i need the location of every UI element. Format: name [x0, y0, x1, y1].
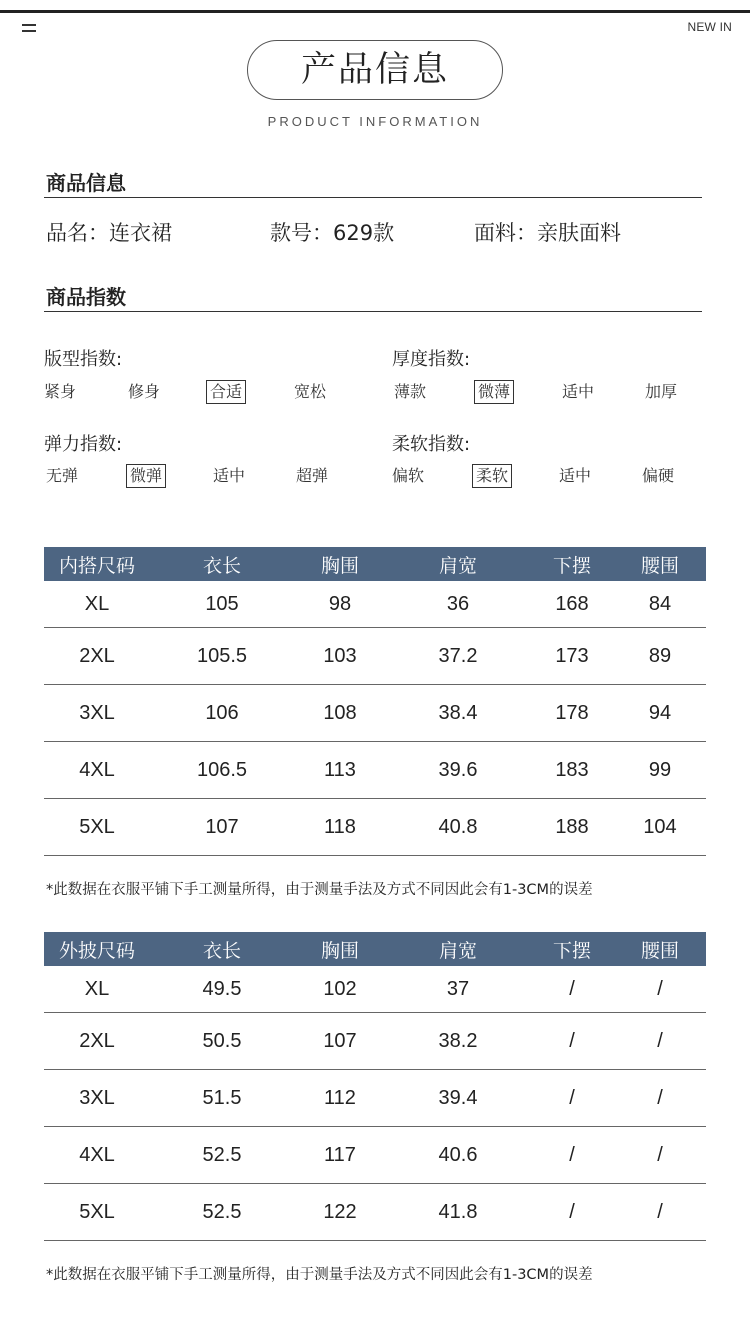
thickness-option: 适中: [562, 382, 595, 401]
page-subtitle: PRODUCT INFORMATION: [267, 114, 483, 129]
table-header-cell: 下摆: [530, 932, 614, 966]
thickness-index-label: 厚度指数:: [392, 349, 471, 370]
table-cell: 105: [150, 581, 294, 628]
table-cell: 40.6: [386, 1127, 530, 1184]
table-header-cell: 内搭尺码: [44, 547, 150, 581]
measurement-note: *此数据在衣服平铺下手工测量所得，由于测量手法及方式不同因此会有1-3CM的误差: [46, 1267, 593, 1283]
softness-option: 适中: [559, 466, 592, 485]
table-cell: 52.5: [150, 1127, 294, 1184]
table-cell: 41.8: [386, 1184, 530, 1241]
table-cell: 104: [614, 799, 706, 856]
table-cell: 3XL: [44, 685, 150, 742]
table-row: [44, 1013, 706, 1070]
table-cell: 105.5: [150, 628, 294, 685]
table-cell: /: [614, 1127, 706, 1184]
table-header-cell: 外披尺码: [44, 932, 150, 966]
table-cell: /: [614, 1184, 706, 1241]
table-cell: 183: [530, 742, 614, 799]
table-cell: 2XL: [44, 1013, 150, 1070]
table-header-cell: 肩宽: [386, 547, 530, 581]
table-cell: 52.5: [150, 1184, 294, 1241]
table-cell: 49.5: [150, 966, 294, 1013]
table-cell: /: [614, 1013, 706, 1070]
table-header-cell: 衣长: [150, 547, 294, 581]
table-cell: 39.6: [386, 742, 530, 799]
table-cell: 89: [614, 628, 706, 685]
table-cell: 39.4: [386, 1070, 530, 1127]
fabric: 面料：亲肤面料: [474, 221, 621, 245]
product-info-heading: 商品信息: [46, 171, 126, 195]
table-row: [44, 581, 706, 628]
section-divider: [44, 311, 702, 312]
thickness-option: 薄款: [394, 382, 427, 401]
table-cell: 84: [614, 581, 706, 628]
elasticity-option: 适中: [213, 466, 246, 485]
table-cell: 188: [530, 799, 614, 856]
table-cell: 38.4: [386, 685, 530, 742]
thickness-option-selected: 微薄: [474, 380, 514, 404]
table-header-cell: 腰围: [614, 547, 706, 581]
table-cell: /: [530, 1070, 614, 1127]
table-row: [44, 628, 706, 685]
table-cell: 178: [530, 685, 614, 742]
table-cell: 106: [150, 685, 294, 742]
table-cell: XL: [44, 581, 150, 628]
table-cell: 37.2: [386, 628, 530, 685]
table-cell: 4XL: [44, 742, 150, 799]
table-cell: 99: [614, 742, 706, 799]
softness-option: 偏软: [392, 466, 425, 485]
product-name: 品名：连衣裙: [46, 221, 172, 245]
fit-option-selected: 合适: [206, 380, 246, 404]
outer-size-table: [44, 932, 706, 1241]
table-cell: 4XL: [44, 1127, 150, 1184]
table-cell: /: [530, 1184, 614, 1241]
fit-index-label: 版型指数:: [44, 349, 123, 370]
new-in-link[interactable]: NEW IN: [687, 20, 732, 34]
table-header-cell: 衣长: [150, 932, 294, 966]
table-row: [44, 1070, 706, 1127]
table-cell: /: [614, 966, 706, 1013]
table-cell: 103: [294, 628, 386, 685]
table-cell: 107: [294, 1013, 386, 1070]
table-cell: 51.5: [150, 1070, 294, 1127]
elasticity-option-selected: 微弹: [126, 464, 166, 488]
softness-option-selected: 柔软: [472, 464, 512, 488]
section-divider: [44, 197, 702, 198]
measurement-note: *此数据在衣服平铺下手工测量所得，由于测量手法及方式不同因此会有1-3CM的误差: [46, 882, 593, 898]
table-cell: 113: [294, 742, 386, 799]
table-cell: /: [530, 1013, 614, 1070]
table-cell: 122: [294, 1184, 386, 1241]
elasticity-option: 超弹: [296, 466, 329, 485]
table-row: [44, 1184, 706, 1241]
table-header-cell: 下摆: [530, 547, 614, 581]
thickness-option: 加厚: [645, 382, 678, 401]
table-cell: 36: [386, 581, 530, 628]
table-row: [44, 742, 706, 799]
table-cell: 107: [150, 799, 294, 856]
indices-heading: 商品指数: [46, 285, 126, 309]
table-header-row: [44, 932, 706, 966]
inner-size-table: [44, 547, 706, 856]
table-cell: /: [530, 966, 614, 1013]
table-header-cell: 胸围: [294, 547, 386, 581]
fit-option: 宽松: [294, 382, 327, 401]
table-cell: 117: [294, 1127, 386, 1184]
table-header-cell: 肩宽: [386, 932, 530, 966]
style-number: 款号：629款: [270, 221, 395, 245]
table-cell: 98: [294, 581, 386, 628]
table-cell: 38.2: [386, 1013, 530, 1070]
table-cell: 3XL: [44, 1070, 150, 1127]
table-cell: /: [614, 1070, 706, 1127]
table-cell: 112: [294, 1070, 386, 1127]
softness-index-label: 柔软指数:: [392, 434, 471, 455]
softness-option: 偏硬: [642, 466, 675, 485]
table-cell: /: [530, 1127, 614, 1184]
table-cell: 108: [294, 685, 386, 742]
table-row: [44, 685, 706, 742]
table-cell: 118: [294, 799, 386, 856]
table-cell: 2XL: [44, 628, 150, 685]
table-row: [44, 1127, 706, 1184]
top-border: [0, 10, 750, 13]
table-header-row: [44, 547, 706, 581]
table-cell: 168: [530, 581, 614, 628]
table-cell: 106.5: [150, 742, 294, 799]
table-header-cell: 胸围: [294, 932, 386, 966]
elasticity-option: 无弹: [46, 466, 79, 485]
table-cell: 173: [530, 628, 614, 685]
table-cell: 5XL: [44, 799, 150, 856]
elasticity-index-label: 弹力指数:: [44, 434, 123, 455]
table-cell: XL: [44, 966, 150, 1013]
fit-option: 修身: [128, 382, 161, 401]
table-cell: 40.8: [386, 799, 530, 856]
table-cell: 5XL: [44, 1184, 150, 1241]
table-header-cell: 腰围: [614, 932, 706, 966]
table-row: [44, 966, 706, 1013]
hamburger-menu-icon[interactable]: [22, 24, 36, 33]
page-title: 产品信息: [247, 40, 503, 100]
table-row: [44, 799, 706, 856]
fit-option: 紧身: [44, 382, 77, 401]
table-cell: 102: [294, 966, 386, 1013]
table-cell: 37: [386, 966, 530, 1013]
table-cell: 94: [614, 685, 706, 742]
table-cell: 50.5: [150, 1013, 294, 1070]
